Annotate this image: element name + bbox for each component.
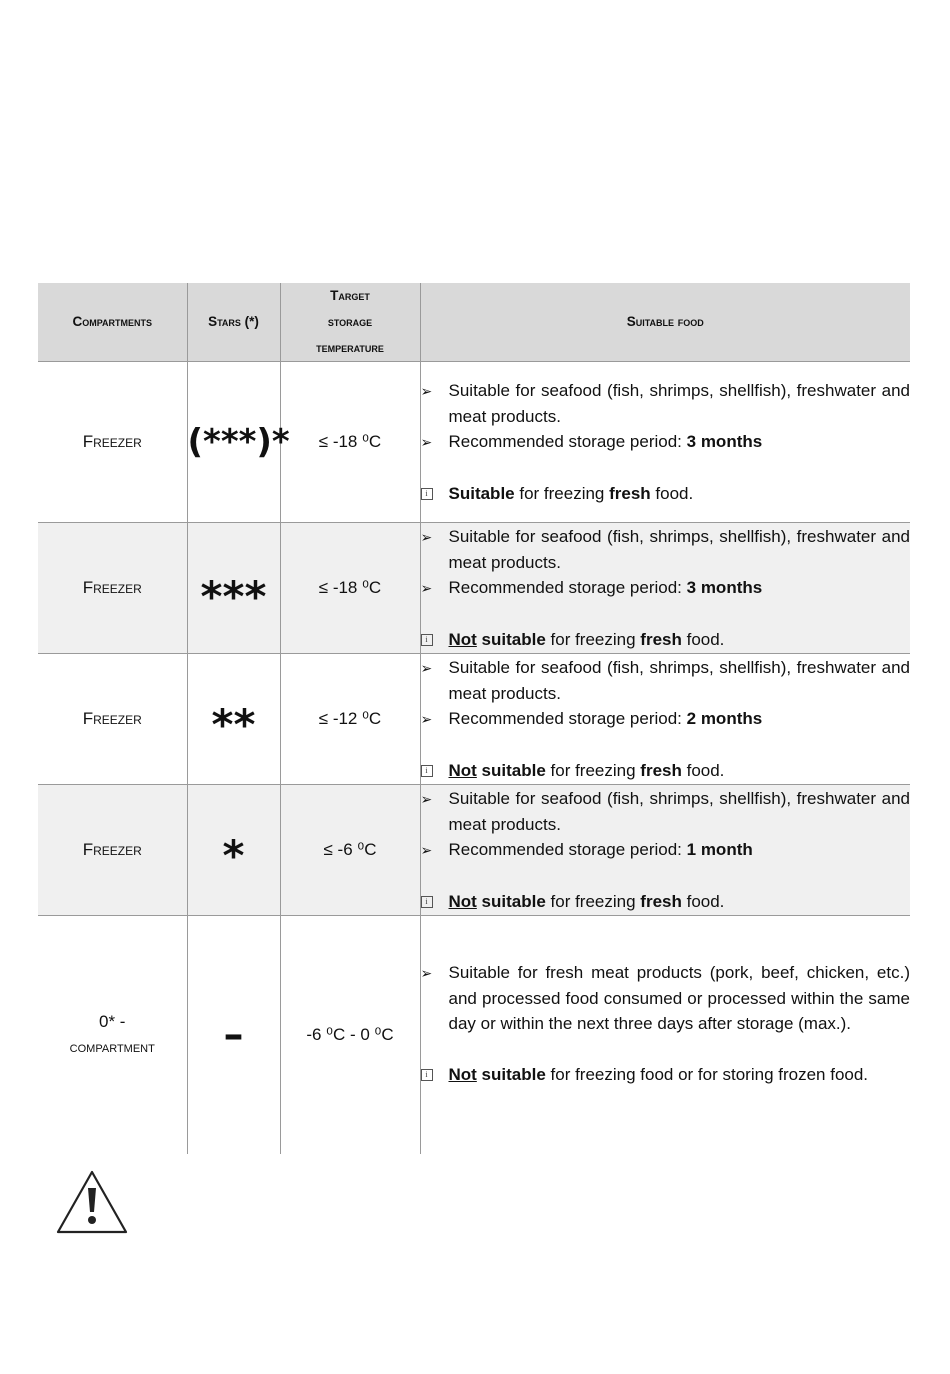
info-note: i Not suitable for freezing fresh food. <box>421 627 911 653</box>
list-item: ➢ Recommended storage period: 3 months <box>421 575 911 602</box>
food-cell <box>420 915 910 1154</box>
header-target-line3: temperature <box>316 340 384 355</box>
arrow-bullet-icon: ➢ <box>420 580 433 597</box>
header-target-line2: storage <box>327 314 373 329</box>
info-icon: i <box>421 1069 449 1081</box>
info-note: i Suitable for freezing fresh food. <box>421 481 911 507</box>
arrow-bullet-icon: ➢ <box>420 711 433 728</box>
stars-cell: * <box>187 784 280 915</box>
list-item: ➢ Suitable for fresh meat products (pork, beef, chicken, etc.) and processed food consumed or processed within the same day or within the next three days after storage (max.). <box>421 960 911 1037</box>
info-icon: i <box>421 765 449 777</box>
list-item: ➢ Suitable for seafood (fish, shrimps, shellfish), freshwater and meat products. <box>421 655 911 706</box>
info-icon: i <box>421 488 449 500</box>
stars-cell: – <box>187 915 280 1154</box>
list-item: ➢ Recommended storage period: 2 months <box>421 706 911 733</box>
stars-cell: *** <box>187 523 280 654</box>
header-compartments: Compartments <box>38 283 187 362</box>
temperature-cell: ≤ -12 ⁰C <box>280 653 420 784</box>
info-note: i Not suitable for freezing fresh food. <box>421 889 911 915</box>
food-cell <box>420 523 910 654</box>
arrow-bullet-icon: ➢ <box>420 659 433 676</box>
arrow-bullet-icon: ➢ <box>420 529 433 545</box>
table-row <box>38 653 910 784</box>
arrow-bullet-icon: ➢ <box>420 434 433 451</box>
temperature-cell: ≤ -18 ⁰C <box>280 362 420 523</box>
food-cell <box>420 362 910 523</box>
storage-table <box>38 283 910 1154</box>
table-header-row <box>38 283 910 362</box>
info-icon: i <box>421 634 449 646</box>
temperature-cell: ≤ -18 ⁰C <box>280 523 420 654</box>
temperature-cell: -6 ⁰C - 0 ⁰C <box>280 915 420 1154</box>
header-target-temperature <box>280 283 420 362</box>
info-note: i Not suitable for freezing fresh food. <box>421 758 911 784</box>
compartment-cell <box>38 915 187 1154</box>
list-item: ➢ Suitable for seafood (fish, shrimps, shellfish), freshwater and meat products. <box>421 378 911 429</box>
stars-cell: ** <box>187 653 280 784</box>
table-row <box>38 915 910 1154</box>
temperature-cell: ≤ -6 ⁰C <box>280 784 420 915</box>
arrow-bullet-icon: ➢ <box>420 842 433 859</box>
compartment-cell: Freezer <box>38 362 187 523</box>
stars-cell: (***)* <box>187 362 280 523</box>
list-item: ➢ Suitable for seafood (fish, shrimps, shellfish), freshwater and meat products. <box>421 786 911 837</box>
info-note: i Not suitable for freezing food or for storing frozen food. <box>421 1062 911 1088</box>
list-item: ➢ Recommended storage period: 1 month <box>421 837 911 864</box>
table-row <box>38 362 910 523</box>
food-cell <box>420 653 910 784</box>
arrow-bullet-icon: ➢ <box>420 383 433 399</box>
table-row <box>38 784 910 915</box>
header-stars: Stars (*) <box>187 283 280 362</box>
list-item: ➢ Recommended storage period: 3 months <box>421 429 911 456</box>
compartment-line1: 0* - <box>99 1012 126 1032</box>
arrow-bullet-icon: ➢ <box>420 964 433 981</box>
warning-icon <box>56 1168 128 1236</box>
header-suitable-food: Suitable food <box>420 283 910 362</box>
header-target-line1: Target <box>330 288 370 303</box>
arrow-bullet-icon: ➢ <box>420 790 433 807</box>
compartment-cell: Freezer <box>38 784 187 915</box>
compartment-cell: Freezer <box>38 523 187 654</box>
info-icon: i <box>421 896 449 908</box>
table-row <box>38 523 910 654</box>
list-item: ➢ Suitable for seafood (fish, shrimps, shellfish), freshwater and meat products. <box>421 524 911 575</box>
food-cell <box>420 784 910 915</box>
compartment-cell: Freezer <box>38 653 187 784</box>
compartment-line2: compartment <box>69 1039 155 1057</box>
